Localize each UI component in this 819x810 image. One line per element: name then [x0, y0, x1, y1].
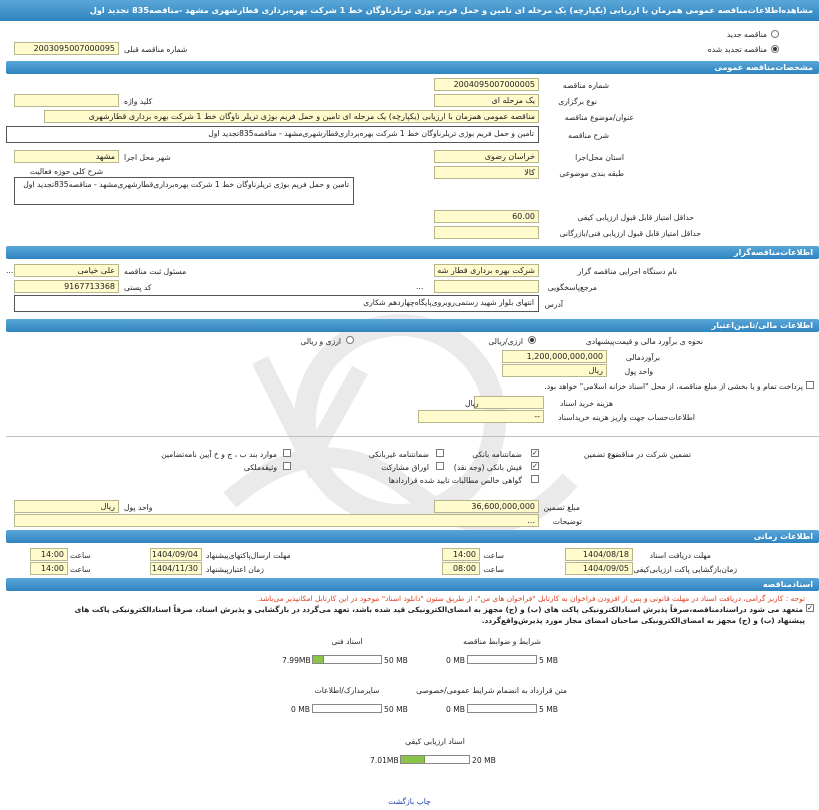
keyword-field	[14, 94, 119, 107]
tender-number: 2004095007000005	[434, 78, 539, 91]
net-claims-label: گواهی خالص مطالبات تایید شده قراردادها	[388, 476, 522, 485]
file-current-size: 0 MB	[445, 705, 465, 714]
desc-label: شرح مناقصه	[568, 131, 609, 140]
file-size-bar	[312, 655, 382, 664]
property-checkbox[interactable]	[283, 462, 291, 470]
tender-description: تامین و حمل فریم بوژی تریلرناوگان خط 1 شرکت بهره‌برداری‌قطارشهری‌مشهد - مناقصه835تجدید اول	[6, 126, 539, 143]
guarantee-type-label: نوع تضمین	[583, 450, 618, 459]
section-finance: اطلاعات مالی/تامین‌اعتبار	[6, 319, 819, 332]
organizer-label: نام دستگاه اجرایی مناقصه گزار	[577, 267, 677, 276]
file-size-bar	[467, 704, 537, 713]
guarantee-amount: 36,600,000,000	[434, 500, 539, 513]
guarantee-currency: ریال	[14, 500, 119, 513]
file-current-size: 0 MB	[290, 705, 310, 714]
quality-time-label: ساعت	[483, 565, 504, 574]
category-field: کالا	[434, 166, 539, 179]
activity-description: تامین و حمل فریم بوژی تریلرناوگان خط 1 شرکت بهره‌برداری‌قطارشهری‌مشهد - مناقصه835تجدید اول	[14, 177, 354, 205]
city-field: مشهد	[14, 150, 119, 163]
section-general: مشخصات‌مناقصه عمومی	[6, 61, 819, 74]
others-checkbox[interactable]	[283, 449, 291, 457]
bid-deadline-date: 1404/09/04	[150, 548, 202, 561]
bid-deadline-label: مهلت ارسال‌پاکتهای‌پیشنهاد	[206, 551, 291, 560]
notes-label: توضیحات	[552, 517, 582, 526]
fx-rial-label: ارزی/ریالی	[488, 337, 523, 346]
doc-deadline-time: 14:00	[442, 548, 480, 561]
file-max-size: 50 MB	[384, 656, 408, 665]
file-size-fill	[401, 756, 425, 763]
account-field: --	[418, 410, 544, 423]
quality-open-time: 08:00	[442, 562, 480, 575]
divider	[6, 436, 819, 437]
reference-field	[434, 280, 539, 293]
doc-time-label: ساعت	[483, 551, 504, 560]
currency-label: واحد پول	[624, 367, 653, 376]
page-title: مشاهده‌اطلاعات‌مناقصه عمومی همزمان با ارزیابی (یکپارچه) یک مرحله ای تامین و حمل فریم بوژی تریلرناوگان خط 1 شرکت بهره‌برداری قطارشهری مشهد -مناقصه835 تجدید اول	[0, 0, 819, 21]
currency-field: ریال	[502, 364, 607, 377]
new-tender-radio[interactable]	[771, 30, 779, 38]
prev-number-label: شماره مناقصه قبلی	[124, 45, 188, 54]
fx-and-rial-radio[interactable]	[346, 336, 354, 344]
print-back-link[interactable]: چاپ بازگشت	[388, 797, 431, 806]
section-organizer: اطلاعات‌مناقصه‌گزار	[6, 246, 819, 259]
securities-checkbox[interactable]	[436, 462, 444, 470]
organizer-name: شرکت بهره برداری قطار شه	[434, 264, 539, 277]
payment-note: پرداخت تمام و یا بخشی از مبلغ مناقصه، از محل "اسناد خزانه اسلامی" خواهد بود.	[544, 382, 803, 391]
others-label: موارد بند ب ، ج و خ آیین نامه‌تضامین	[161, 450, 277, 459]
quality-open-date: 1404/09/05	[565, 562, 633, 575]
category-label: طبقه بندی موضوعی	[559, 169, 624, 178]
min-quality-label: حداقل امتیاز قابل قبول ارزیابی کیفی	[577, 213, 694, 222]
account-label: اطلاعات‌حساب جهت واریز هزینه خریداسناد	[558, 413, 695, 422]
file-group-name: اسناد فنی	[331, 637, 363, 646]
bank-guarantee-label: ضمانتنامه بانکی	[472, 450, 522, 459]
file-max-size: 50 MB	[384, 705, 408, 714]
fx-and-rial-label: ارزی و ریالی	[300, 337, 341, 346]
file-current-size: 0 MB	[445, 656, 465, 665]
bank-guarantee-checkbox[interactable]: ✓	[532, 449, 538, 457]
guarantee-notes: ...	[14, 514, 539, 527]
keyword-label: کلید واژه	[124, 97, 153, 106]
address-label: آدرس	[544, 300, 563, 309]
fx-rial-radio[interactable]	[528, 336, 536, 344]
prev-tender-number: 2003095007000095	[14, 42, 119, 55]
file-max-size: 20 MB	[472, 756, 496, 765]
commit-line-2: پیشنهاد (ب) و (ج) مجهز به امضای‌الکترونیکی صاحبان امضای مجاز مورد پذیرش‌واقع‌گردد.	[481, 616, 805, 625]
renewed-tender-radio[interactable]	[771, 45, 779, 53]
min-quality-score: 60.00	[434, 210, 539, 223]
file-group-name: اسناد ارزیابی کیفی	[405, 737, 465, 746]
bank-receipt-checkbox[interactable]: ✓	[532, 462, 538, 470]
section-timing: اطلاعات زمانی	[6, 530, 819, 543]
validity-date: 1404/11/30	[150, 562, 202, 575]
download-notice: توجه : کاربر گرامی، دریافت اسناد در مهلت قانونی و پس از افزودن فراخوان به کارتابل "فراخوان های من"، از طریق ستون "دانلود اسناد" موجود در این کارتابل امکانپذیر می‌باشد.	[256, 594, 805, 603]
min-technical-score	[434, 226, 539, 239]
file-current-size: 7.99MB	[282, 656, 311, 665]
file-max-size: 5 MB	[539, 705, 559, 714]
renewed-tender-label: مناقصه تجدید شده	[707, 45, 767, 54]
subject-label: عنوان/موضوع مناقصه	[564, 113, 634, 122]
address-field: انتهای بلوار شهید رستمی‌روبروی‌پایگاه‌چهاردهم شکاری	[14, 295, 539, 312]
net-claims-checkbox[interactable]	[531, 475, 539, 483]
guarantee-currency-label: واحد پول	[124, 503, 153, 512]
property-label: وثیقه‌ملکی	[243, 463, 277, 472]
guarantee-amount-label: مبلغ تضمین	[543, 503, 580, 512]
file-group-name: سایرمدارک/اطلاعات	[314, 686, 380, 695]
tender-subject: مناقصه عمومی همزمان با ارزیابی (یکپارچه) یک مرحله ای تامین و حمل فریم بوژی تریلر ناوگان خط 1 شرکت بهره برداری قطارشهری	[44, 110, 539, 123]
doc-deadline-date: 1404/08/18	[565, 548, 633, 561]
commit-line-1: متعهد می شود دراسنادمناقصه،صرفاً پذیرش اسنادالکترونیکی پاکت های (ب) و (ج) مجهز به امضای‌الکترونیکی قید شده باشد، تعهد می‌گردد در بازگشایی و پذیرش اسناد، صرفاً اسنادالکترونیکی پاکت های	[74, 605, 803, 614]
reference-label: مرجع‌پاسخگویی	[547, 283, 597, 292]
validity-time: 14:00	[30, 562, 68, 575]
file-max-size: 5 MB	[539, 656, 559, 665]
doc-cost-field	[474, 396, 544, 409]
responsible-name: علی خیامی	[14, 264, 119, 277]
estimate-amount-label: برآوردمالی	[625, 353, 660, 362]
bank-receipt-label: فیش بانکی (وجه نقد)	[453, 463, 522, 472]
non-bank-label: ضمانتنامه غیربانکی	[368, 450, 429, 459]
tender-type: یک مرحله ای	[434, 94, 539, 107]
doc-deadline-label: مهلت دریافت اسناد	[649, 551, 711, 560]
bid-deadline-time: 14:00	[30, 548, 68, 561]
file-size-fill	[313, 656, 324, 663]
file-size-bar	[400, 755, 470, 764]
estimate-amount: 1,200,000,000,000	[502, 350, 607, 363]
doc-cost-label: هزینه خرید اسناد	[560, 399, 613, 408]
estimate-method-label: نحوه ی برآورد مالی و قیمت‌پیشنهادی	[585, 337, 703, 346]
responsible-label: مسئول ثبت مناقصه	[124, 267, 187, 276]
securities-label: اوراق مشارکت	[381, 463, 429, 472]
bid-time-label: ساعت	[70, 551, 91, 560]
file-group-name: شرایط و ضوابط مناقصه	[463, 637, 541, 646]
reference-more[interactable]: ...	[416, 282, 424, 291]
validity-label: زمان اعتبارپیشنهاد	[206, 565, 264, 574]
activity-label: شرح کلی حوزه فعالیت	[30, 167, 104, 176]
non-bank-checkbox[interactable]	[436, 449, 444, 457]
quality-open-label: زمان‌بازگشایی پاکت ارزیابی‌کیفی	[633, 565, 737, 574]
tender-type-label: نوع برگزاری	[558, 97, 597, 106]
file-current-size: 7.01MB	[370, 756, 399, 765]
province-label: استان محل‌اجرا	[575, 153, 624, 162]
islamic-treasury-checkbox[interactable]	[806, 381, 814, 389]
guarantee-label: تضمین شرکت در مناقصه:	[608, 450, 691, 459]
file-size-bar	[467, 655, 537, 664]
validity-time-label: ساعت	[70, 565, 91, 574]
postal-label: کد پستی	[124, 283, 152, 292]
min-technical-label: حداقل امتیاز قابل قبول ارزیابی فنی/بازرگانی	[559, 229, 701, 238]
organizer-more[interactable]: ...	[6, 266, 14, 275]
file-group-name: متن قرارداد به انضمام شرایط عمومی/خصوصی	[416, 686, 567, 695]
new-tender-label: مناقصه جدید	[726, 30, 767, 39]
e-signature-commit-checkbox: ✓	[807, 604, 813, 612]
doc-cost-unit: ریال	[465, 399, 479, 408]
file-size-bar	[312, 704, 382, 713]
tender-number-label: شماره مناقصه	[562, 81, 609, 90]
province-field: خراسان رضوی	[434, 150, 539, 163]
city-label: شهر محل اجرا	[124, 153, 171, 162]
postal-code: 9167713368	[14, 280, 119, 293]
section-documents: اسنادمناقصه	[6, 578, 819, 591]
